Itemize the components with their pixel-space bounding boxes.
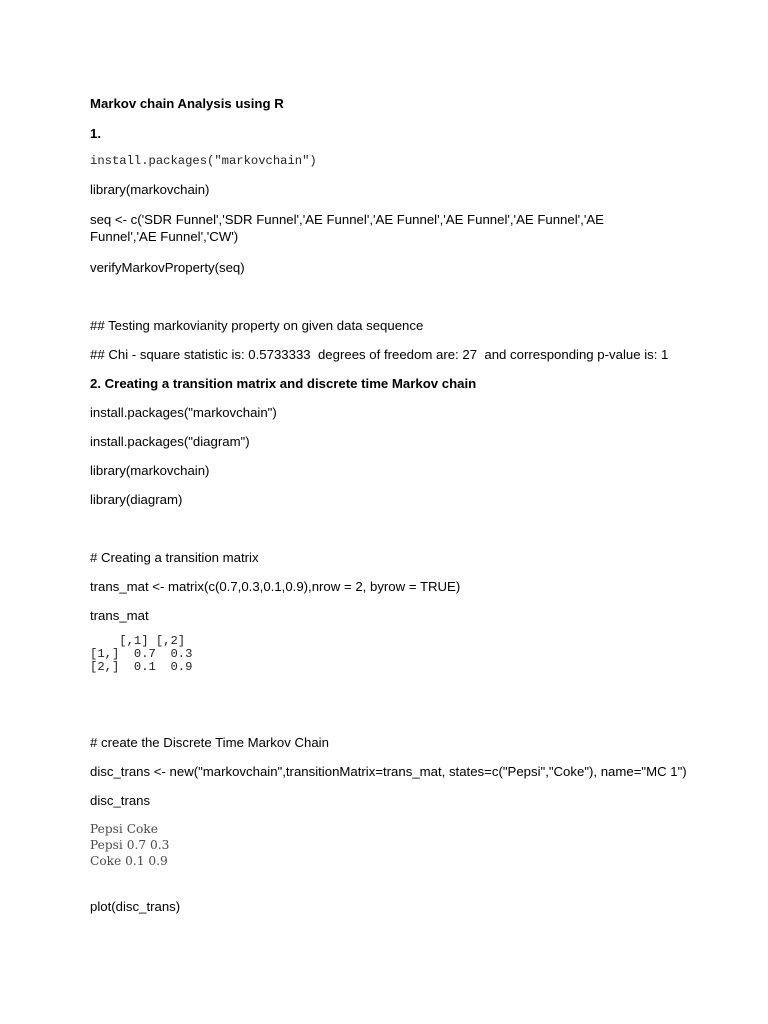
code-library-diagram: library(diagram): [90, 492, 183, 507]
code-seq-definition: seq <- c('SDR Funnel','SDR Funnel','AE Funnel','AE Funnel','AE Funnel','AE Funnel','AE Funnel','AE Funnel','CW'): [90, 212, 604, 244]
dtmc-output-row: Coke 0.1 0.9: [90, 854, 168, 868]
matrix-output-row: [2,] 0.1 0.9: [90, 660, 193, 674]
document-title: Markov chain Analysis using R: [90, 96, 284, 111]
dtmc-output-row: Pepsi Coke: [90, 822, 158, 836]
code-install-markovchain: install.packages("markovchain"): [90, 154, 317, 168]
dtmc-output-row: Pepsi 0.7 0.3: [90, 838, 170, 852]
code-library-markovchain-2: library(markovchain): [90, 463, 210, 478]
section-1-heading: 1.: [90, 126, 101, 141]
code-library-markovchain: library(markovchain): [90, 182, 210, 197]
code-verify-markov: verifyMarkovProperty(seq): [90, 260, 245, 275]
code-trans-mat-assign: trans_mat <- matrix(c(0.7,0.3,0.1,0.9),nrow = 2, byrow = TRUE): [90, 579, 461, 594]
code-plot-disc-trans: plot(disc_trans): [90, 899, 181, 914]
matrix-output-row: [,1] [,2]: [90, 634, 186, 648]
comment-create-dtmc: # create the Discrete Time Markov Chain: [90, 735, 329, 750]
code-disc-trans-assign: disc_trans <- new("markovchain",transitionMatrix=trans_mat, states=c("Pepsi","Coke"), name="MC 1"): [90, 764, 687, 779]
code-install-diagram: install.packages("diagram"): [90, 434, 250, 449]
output-chi-square: ## Chi - square statistic is: 0.5733333 degrees of freedom are: 27 and corresponding p-value is: 1: [90, 347, 669, 362]
code-install-markovchain-2: install.packages("markovchain"): [90, 405, 277, 420]
code-trans-mat-print: trans_mat: [90, 608, 149, 623]
comment-creating-transition-matrix: # Creating a transition matrix: [90, 550, 259, 565]
code-disc-trans-print: disc_trans: [90, 793, 151, 808]
section-2-heading: 2. Creating a transition matrix and discrete time Markov chain: [90, 376, 477, 391]
output-testing-markovianity: ## Testing markovianity property on given data sequence: [90, 318, 424, 333]
matrix-output-row: [1,] 0.7 0.3: [90, 647, 193, 661]
